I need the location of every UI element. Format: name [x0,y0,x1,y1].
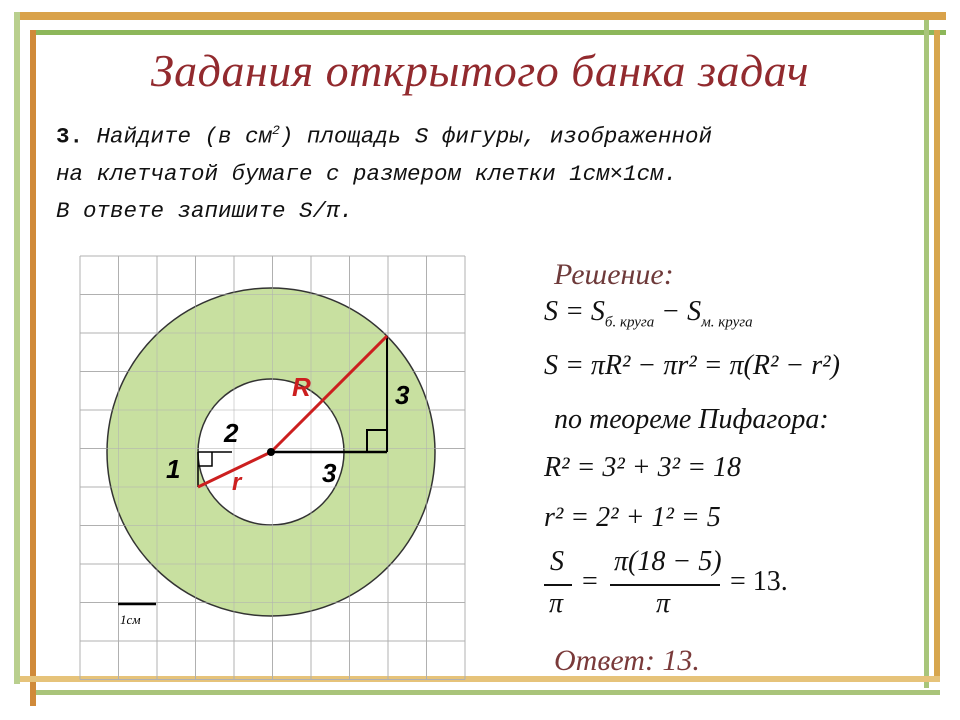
problem-line-3: В ответе запишите S/π. [56,197,354,224]
fraction-right-bar [610,584,720,586]
solution-heading: Решение: [554,258,674,291]
problem-line-1b: ) площадь S фигуры, изображенной [279,123,712,150]
page-title: Задания открытого банка задач [150,45,810,96]
problem-line-2: на клетчатой бумаге с размером клетки 1см×1см. [56,160,678,187]
scale-label: 1см [120,612,141,627]
fraction-result: = 13. [730,566,788,597]
fraction-left-bar [544,584,572,586]
fraction-formula [544,546,844,626]
center-point [267,448,275,456]
formula-R-squared: R² = 3² + 3² = 18 [544,452,741,483]
fraction-right-numerator: π(18 − 5) [614,546,722,577]
fraction-equals: = [582,566,598,597]
pythagoras-label: по теореме Пифагора: [554,404,829,435]
formula-area-expansion: S = πR² − πr² = π(R² − r²) [544,350,840,381]
problem-sup: 2 [272,123,280,138]
problem-number: 3. [56,123,84,150]
formula-area-difference [544,296,753,332]
formula-1-sub-big: б. круга [604,314,655,331]
fraction-left-numerator: S [550,546,564,577]
label-R: R [292,372,311,402]
label-1: 1 [166,454,181,484]
problem-line-1a: Найдите (в см [96,123,273,150]
formula-r-squared: r² = 2² + 1² = 5 [544,502,721,533]
label-2: 2 [224,418,239,448]
label-r: r [232,469,242,496]
fraction-left-denominator: π [549,588,564,619]
answer: Ответ: 13. [554,644,700,677]
formula-1-sub-small: м. круга [701,314,753,331]
fraction-right-denominator: π [656,588,671,619]
label-3-vertical: 3 [395,380,410,410]
formula-1-minus: − S [654,296,702,327]
label-3-horizontal: 3 [322,458,337,488]
formula-1-lhs: S = S [544,296,605,327]
